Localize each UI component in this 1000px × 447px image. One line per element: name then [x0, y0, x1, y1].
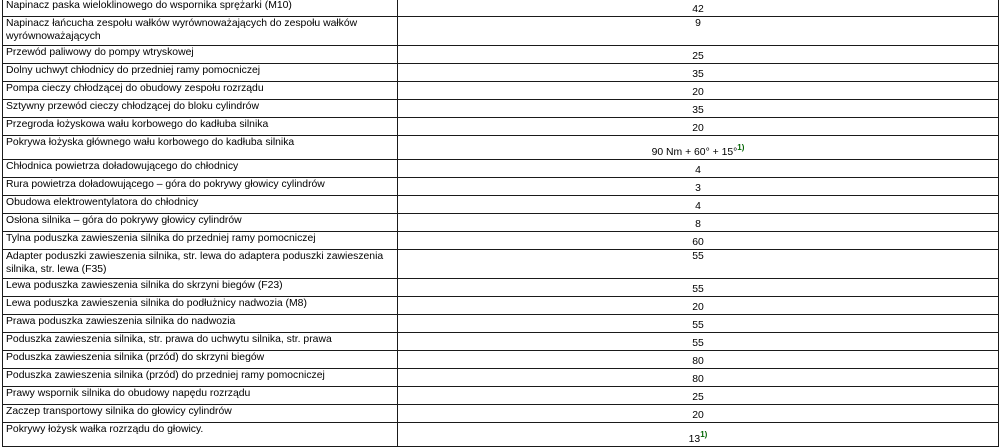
- torque-value: 20: [692, 123, 704, 134]
- table-row: [3, 232, 999, 250]
- table-row: [3, 423, 999, 447]
- torque-value-cell: [398, 100, 999, 118]
- table-row: [3, 136, 999, 160]
- torque-value: 4: [695, 165, 701, 176]
- table-row: [3, 250, 999, 279]
- component-cell: Zaczep transportowy silnika do głowicy cylindrów: [3, 405, 398, 423]
- torque-value-cell: [398, 46, 999, 64]
- component-cell: Obudowa elektrowentylatora do chłodnicy: [3, 196, 398, 214]
- table-row: [3, 46, 999, 64]
- component-cell: Osłona silnika – góra do pokrywy głowicy cylindrów: [3, 214, 398, 232]
- torque-value: 80: [692, 356, 704, 367]
- torque-value: 55: [692, 320, 704, 331]
- torque-value-cell: [398, 351, 999, 369]
- torque-value: 25: [692, 392, 704, 403]
- torque-value: 42: [692, 4, 704, 15]
- component-cell: Lewa poduszka zawieszenia silnika do podłużnicy nadwozia (M8): [3, 297, 398, 315]
- component-cell: Poduszka zawieszenia silnika (przód) do przedniej ramy pomocniczej: [3, 369, 398, 387]
- torque-value-cell: [398, 369, 999, 387]
- component-cell: Prawa poduszka zawieszenia silnika do nadwozia: [3, 315, 398, 333]
- torque-value: 35: [692, 105, 704, 116]
- torque-value: 20: [692, 302, 704, 313]
- torque-value: 8: [695, 219, 701, 230]
- table-row: [3, 17, 999, 46]
- component-cell: Rura powietrza doładowującego – góra do pokrywy głowicy cylindrów: [3, 178, 398, 196]
- table-row: [3, 315, 999, 333]
- torque-value: 55: [692, 338, 704, 349]
- torque-value-cell: [398, 118, 999, 136]
- torque-value-cell: [398, 405, 999, 423]
- component-cell: Napinacz łańcucha zespołu wałków wyrównoważających do zespołu wałków wyrównoważających: [3, 17, 398, 46]
- table-row: [3, 387, 999, 405]
- torque-value: 35: [692, 69, 704, 80]
- torque-value: 9: [695, 18, 701, 29]
- torque-value-cell: [398, 250, 999, 279]
- torque-value-cell: [398, 214, 999, 232]
- table-row: [3, 297, 999, 315]
- torque-value-cell: [398, 196, 999, 214]
- torque-value: 4: [695, 201, 701, 212]
- table-row: [3, 0, 999, 17]
- torque-value-cell: [398, 0, 999, 17]
- table-row: [3, 351, 999, 369]
- torque-table-body: [3, 0, 999, 447]
- torque-value-cell: [398, 160, 999, 178]
- component-cell: Pokrywy łożysk wałka rozrządu do głowicy.: [3, 423, 398, 447]
- torque-value-cell: [398, 136, 999, 160]
- table-row: [3, 333, 999, 351]
- component-cell: Dolny uchwyt chłodnicy do przedniej ramy pomocniczej: [3, 64, 398, 82]
- table-row: [3, 100, 999, 118]
- torque-value: 3: [695, 183, 701, 194]
- torque-value-cell: [398, 333, 999, 351]
- table-row: [3, 118, 999, 136]
- torque-table: [2, 0, 999, 447]
- table-row: [3, 369, 999, 387]
- torque-value: 25: [692, 51, 704, 62]
- component-cell: Chłodnica powietrza doładowującego do chłodnicy: [3, 160, 398, 178]
- footnote-marker: 1): [700, 430, 708, 439]
- table-row: [3, 178, 999, 196]
- torque-value-cell: [398, 315, 999, 333]
- torque-value-cell: [398, 178, 999, 196]
- torque-value-cell: [398, 17, 999, 46]
- component-cell: Pokrywa łożyska głównego wału korbowego do kadłuba silnika: [3, 136, 398, 160]
- table-row: [3, 279, 999, 297]
- torque-value-cell: [398, 279, 999, 297]
- torque-value: 90 Nm + 60° + 15°: [651, 147, 738, 158]
- torque-value: 55: [692, 251, 704, 262]
- torque-value-cell: [398, 387, 999, 405]
- torque-value: 60: [692, 237, 704, 248]
- table-row: [3, 160, 999, 178]
- component-cell: Poduszka zawieszenia silnika, str. prawa do uchwytu silnika, str. prawa: [3, 333, 398, 351]
- component-cell: Sztywny przewód cieczy chłodzącej do bloku cylindrów: [3, 100, 398, 118]
- table-row: [3, 196, 999, 214]
- component-cell: Lewa poduszka zawieszenia silnika do skrzyni biegów (F23): [3, 279, 398, 297]
- footnote-marker: 1): [737, 143, 745, 152]
- component-cell: Przewód paliwowy do pompy wtryskowej: [3, 46, 398, 64]
- table-row: [3, 214, 999, 232]
- torque-value: 13: [688, 434, 701, 445]
- torque-value: 20: [692, 87, 704, 98]
- torque-value: 80: [692, 374, 704, 385]
- component-cell: Prawy wspornik silnika do obudowy napędu rozrządu: [3, 387, 398, 405]
- torque-value: 55: [692, 284, 704, 295]
- torque-value-cell: [398, 423, 999, 447]
- torque-value-cell: [398, 232, 999, 250]
- component-cell: Napinacz paska wieloklinowego do wspornika sprężarki (M10): [3, 0, 398, 17]
- component-cell: Poduszka zawieszenia silnika (przód) do skrzyni biegów: [3, 351, 398, 369]
- table-row: [3, 405, 999, 423]
- component-cell: Pompa cieczy chłodzącej do obudowy zespołu rozrządu: [3, 82, 398, 100]
- component-cell: Adapter poduszki zawieszenia silnika, str. lewa do adaptera poduszki zawieszenia silnika, str. lewa (F35): [3, 250, 398, 279]
- component-cell: Tylna poduszka zawieszenia silnika do przedniej ramy pomocniczej: [3, 232, 398, 250]
- torque-value-cell: [398, 82, 999, 100]
- table-row: [3, 82, 999, 100]
- component-cell: Przegroda łożyskowa wału korbowego do kadłuba silnika: [3, 118, 398, 136]
- table-row: [3, 64, 999, 82]
- torque-value: 20: [692, 410, 704, 421]
- torque-value-cell: [398, 297, 999, 315]
- torque-value-cell: [398, 64, 999, 82]
